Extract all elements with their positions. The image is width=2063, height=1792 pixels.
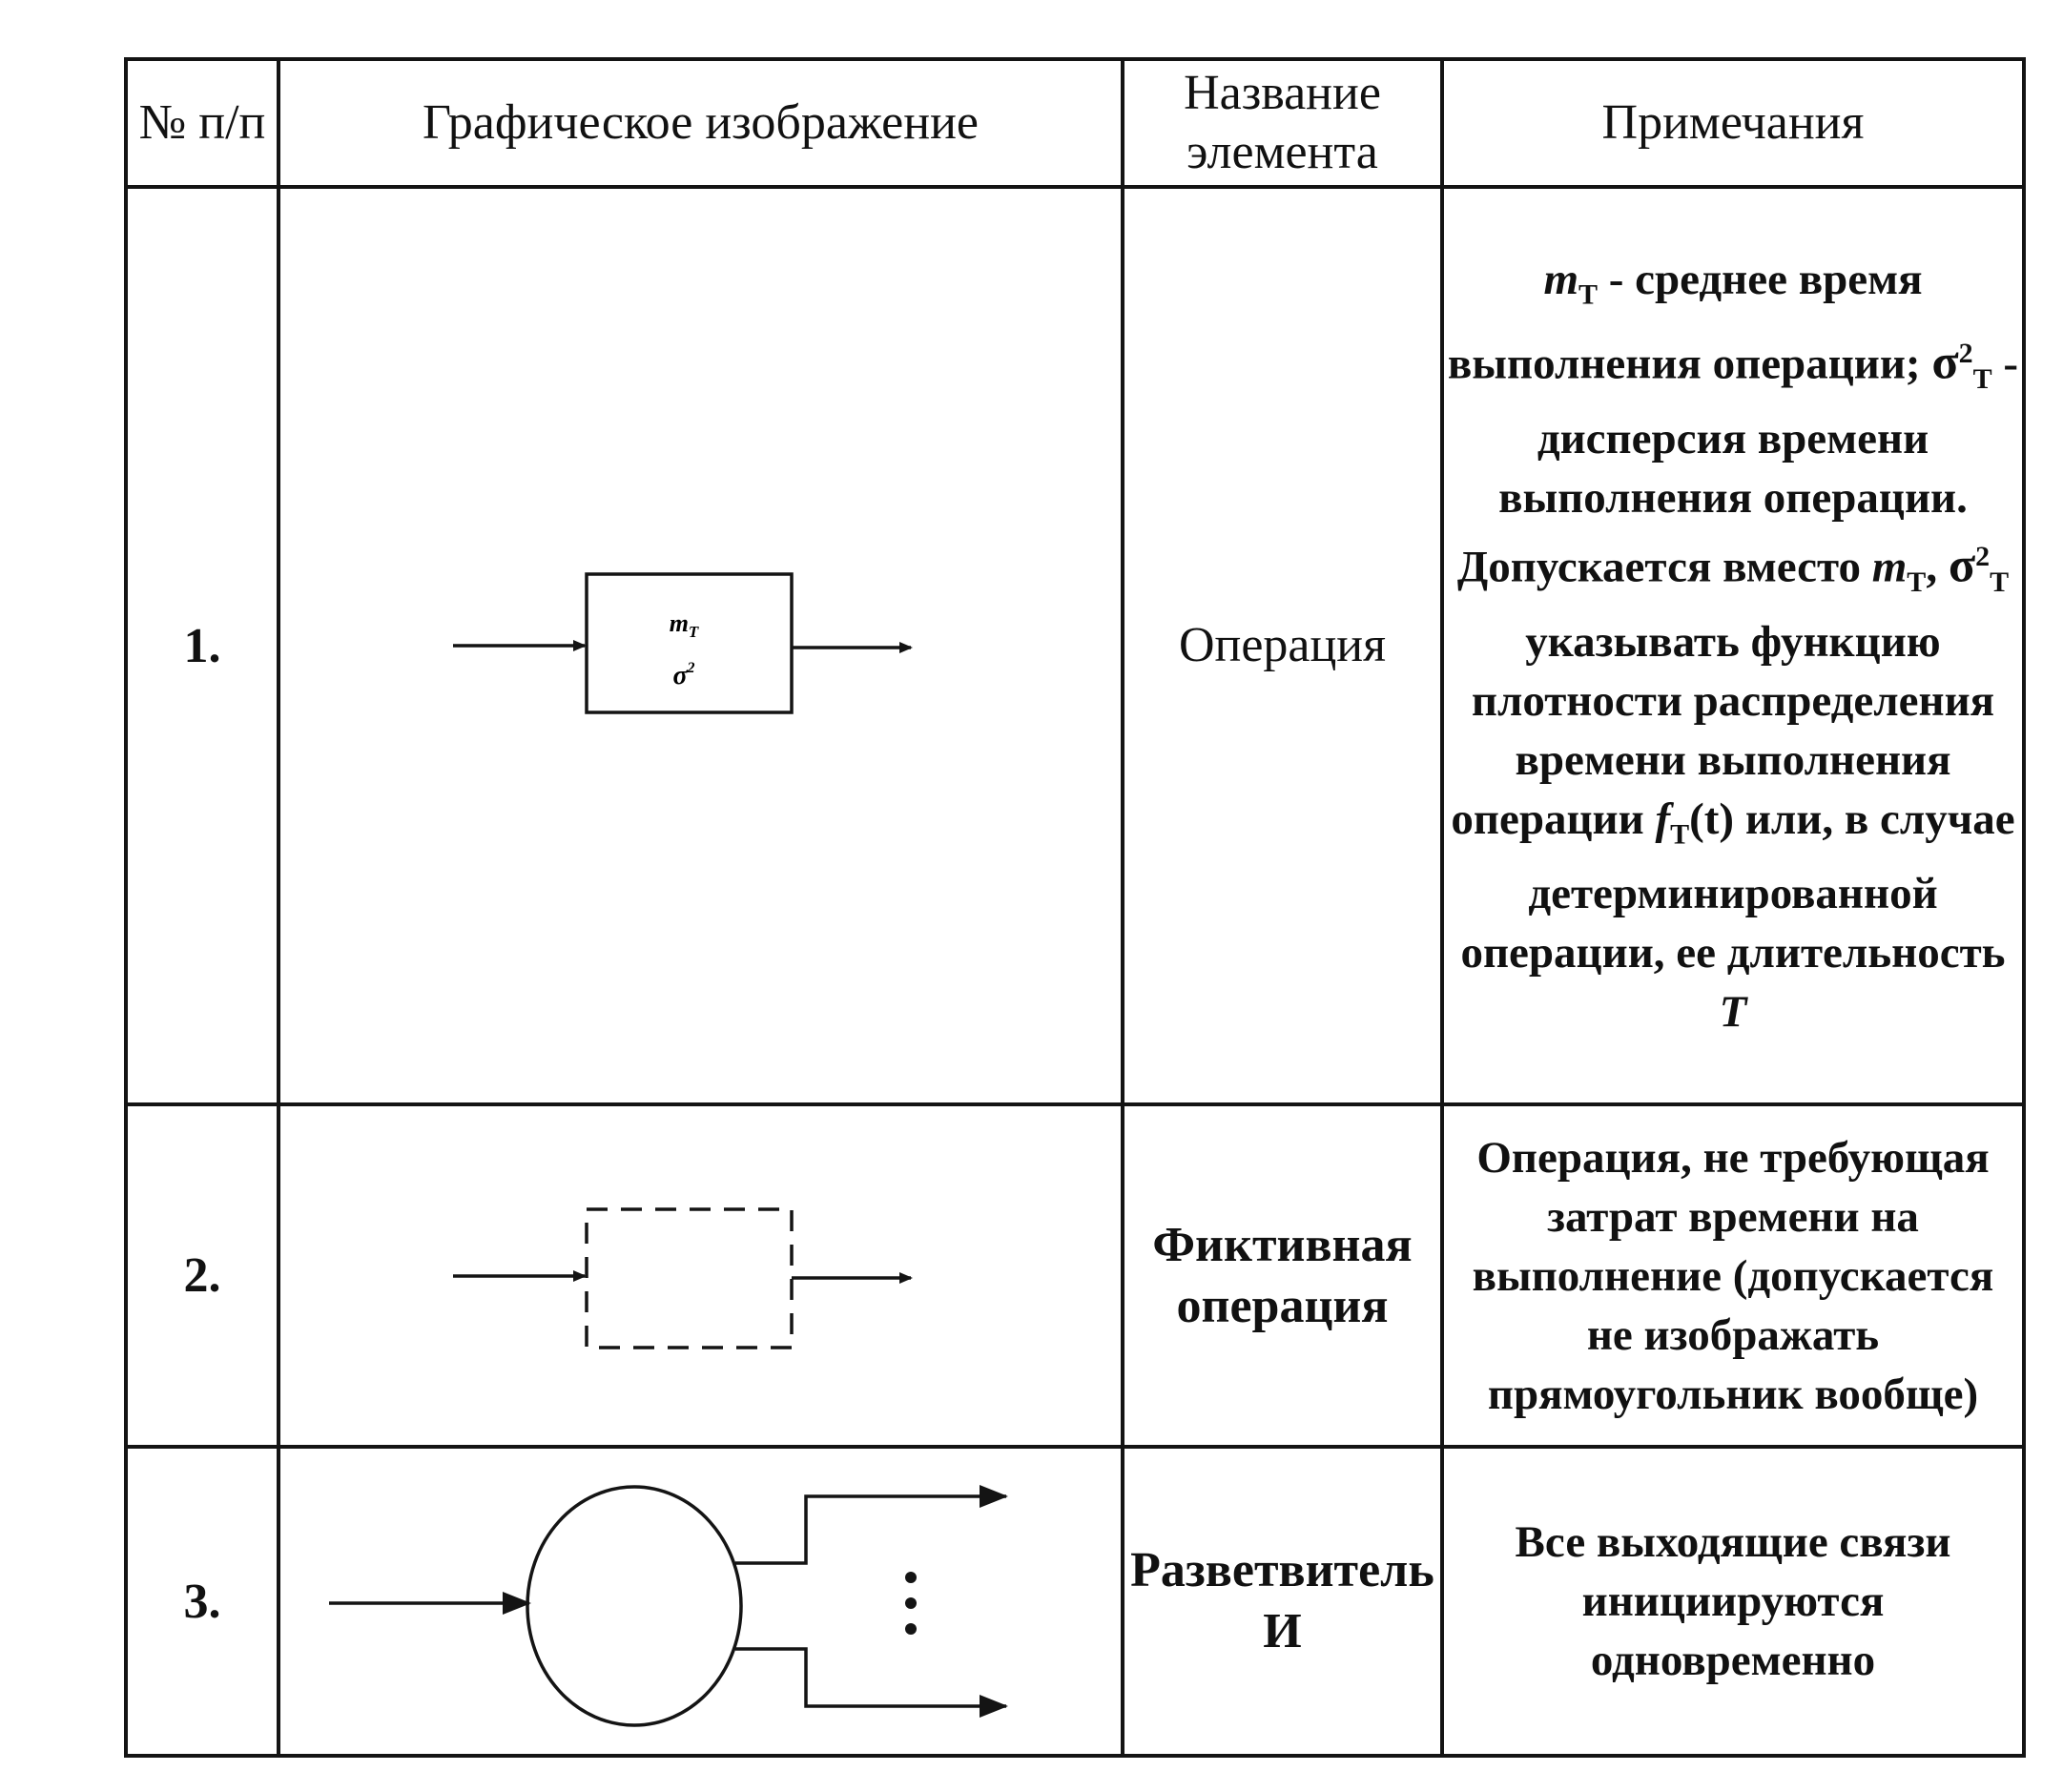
header-image: Графическое изображение	[279, 59, 1123, 187]
graphic-cell	[279, 1447, 1123, 1756]
note-text-4: или, в случае детерминированной операции, ее длительность	[1460, 794, 2015, 978]
note-m-2: m	[1871, 542, 1908, 592]
dashed-box	[587, 1209, 792, 1348]
operation-symbol	[434, 541, 968, 751]
note-m-2-sub: T	[1907, 566, 1927, 599]
element-note: Операция, не требующая затрат времени на выполнение (допускается не изображать прямоугольник вообще)	[1442, 1104, 2024, 1447]
row-number: 1.	[126, 187, 279, 1104]
output-lower	[735, 1649, 1006, 1706]
note-func: f	[1655, 794, 1671, 845]
fictitious-operation-symbol	[434, 1181, 968, 1371]
header-name: Название элемента	[1123, 59, 1442, 187]
note-text-3: указывать функцию плотности распределения времени выполнения операции	[1451, 617, 1995, 845]
note-T: T	[1719, 987, 1747, 1038]
table-header-row	[126, 59, 2024, 187]
element-name: Операция	[1123, 187, 1442, 1104]
note-func-sub: T	[1670, 818, 1690, 851]
row-number: 2.	[126, 1104, 279, 1447]
element-name: Фиктивная операция	[1123, 1104, 1442, 1447]
box-label-m: m	[669, 609, 689, 637]
element-note	[1442, 187, 2024, 1104]
elements-table	[124, 57, 2026, 1758]
graphic-cell	[279, 187, 1123, 1104]
element-note: Все выходящие связи инициируются одновременно	[1442, 1447, 2024, 1756]
box-label-sigma-sup: 2	[687, 660, 695, 676]
note-text-2: - дисперсия времени выполнения операции. Допускается вместо	[1456, 339, 2019, 592]
svg-text:mT	[669, 609, 698, 641]
ellipsis-dot	[905, 1597, 917, 1609]
table-row	[126, 1447, 2024, 1756]
row-number: 3.	[126, 1447, 279, 1756]
note-comma: ,	[1926, 542, 1949, 592]
note-text-1: - среднее время выполнения операции;	[1447, 254, 1932, 389]
note-sigma-2-sub: T	[1990, 566, 2010, 599]
svg-text:σ2	[672, 660, 694, 690]
note-m: m	[1543, 254, 1578, 304]
note-sigma-2-sup: 2	[1975, 541, 1991, 572]
note-m-sub: T	[1578, 278, 1599, 310]
header-num: № п/п	[126, 59, 279, 187]
note-sigma-2: σ	[1948, 538, 1976, 593]
box-label-m-sub: T	[688, 623, 698, 641]
ellipsis-dot	[905, 1623, 917, 1635]
box-label-sigma: σ	[671, 661, 688, 690]
note-sigma-sup: 2	[1958, 337, 1973, 369]
ellipsis-dot	[905, 1572, 917, 1583]
output-upper	[735, 1496, 1006, 1563]
header-notes: Примечания	[1442, 59, 2024, 187]
note-func-arg: (t)	[1689, 794, 1735, 845]
note-sigma-sub: T	[1972, 363, 1992, 395]
element-name: Разветвитель И	[1123, 1447, 1442, 1756]
table-row	[126, 1104, 2024, 1447]
table-row	[126, 187, 2024, 1104]
splitter-circle	[527, 1487, 741, 1725]
and-splitter-symbol	[310, 1458, 1092, 1744]
graphic-cell	[279, 1104, 1123, 1447]
operation-box	[587, 574, 792, 712]
note-sigma: σ	[1931, 335, 1959, 390]
